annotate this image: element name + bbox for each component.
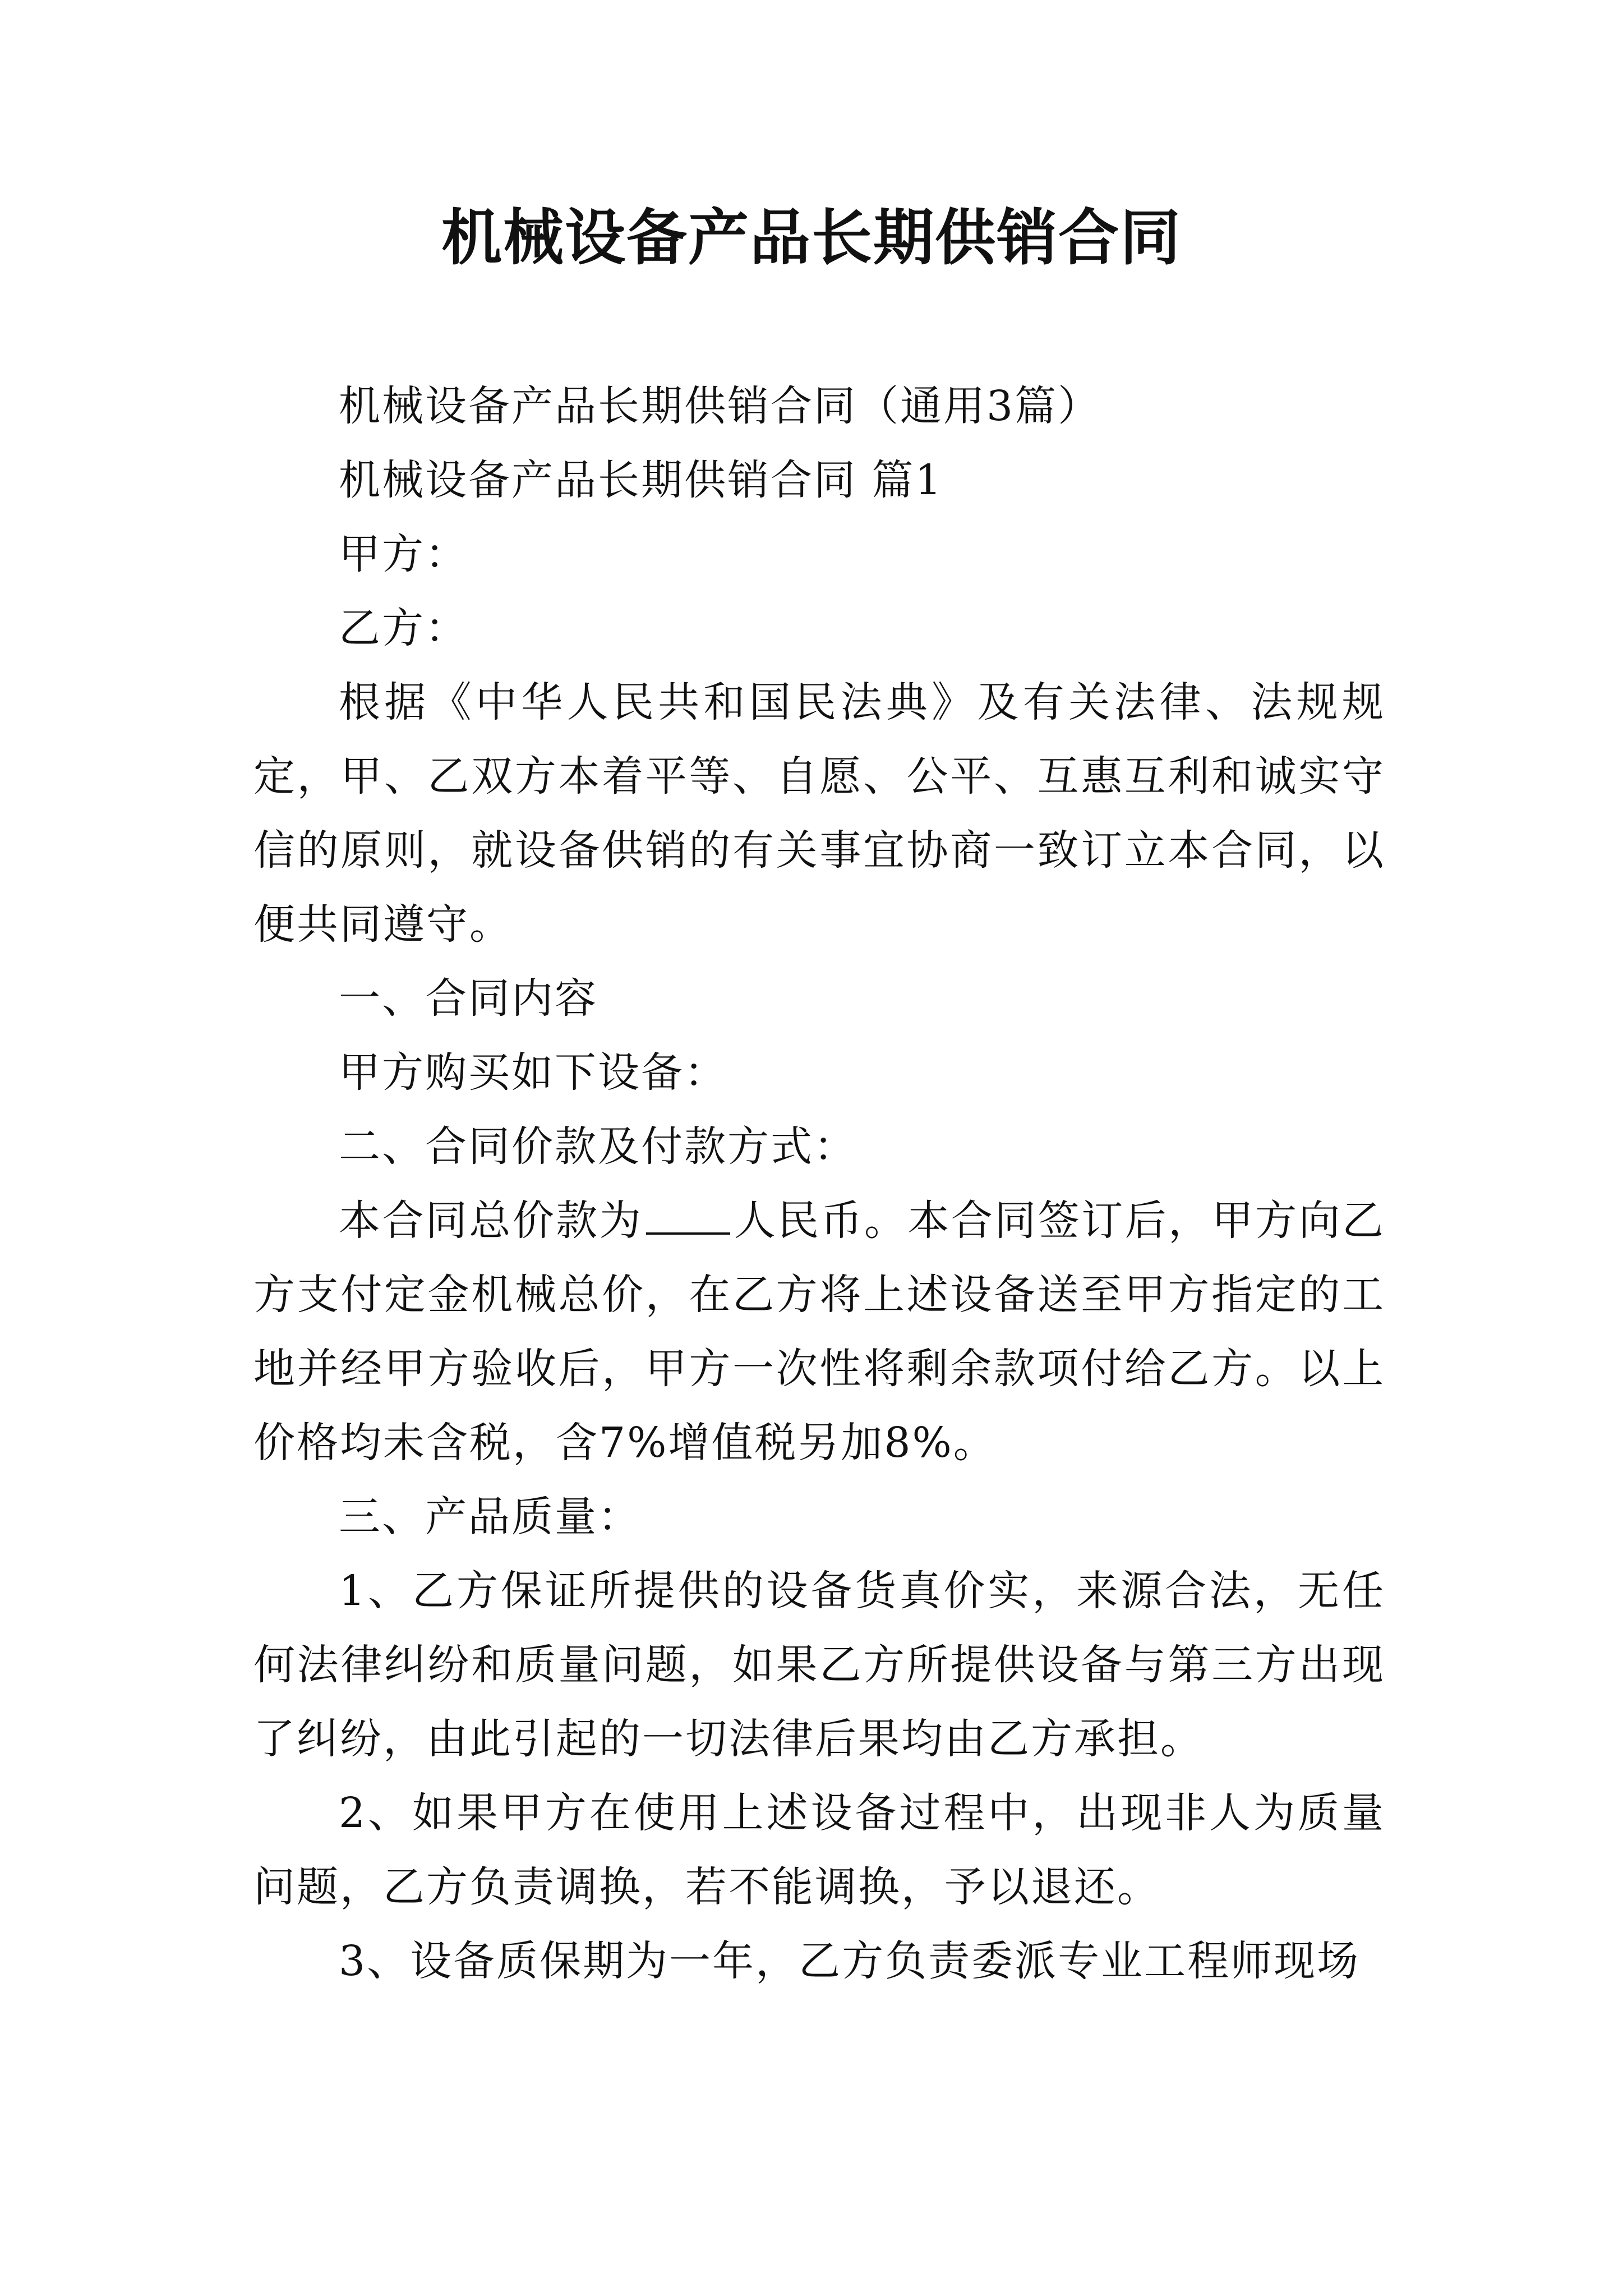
document-body: [253, 369, 1385, 1998]
paragraph-section-heading: 机械设备产品长期供销合同 篇1: [339, 456, 943, 504]
paragraph-quality-item-2: 2、如果甲方在使用上述设备过程中，出现非人为质量问题，乙方负责调换，若不能调换，予以退还。: [253, 1789, 1385, 1911]
paragraph-subtitle: 机械设备产品长期供销合同（通用3篇）: [339, 382, 1101, 430]
document-title: 机械设备产品长期供销合同: [441, 203, 1182, 273]
paragraph-quality-item-1: 1、乙方保证所提供的设备货真价实，来源合法，无任何法律纠纷和质量问题，如果乙方所提供设备与第三方出现了纠纷，由此引起的一切法律后果均由乙方承担。: [253, 1567, 1385, 1763]
paragraph-clause-3-heading: 三、产品质量：: [339, 1493, 641, 1541]
paragraph-equipment-list: 甲方购买如下设备：: [339, 1048, 727, 1097]
paragraph-clause-2-heading: 二、合同价款及付款方式：: [339, 1122, 857, 1171]
price-blank-line: [646, 1193, 730, 1235]
paragraph-price-clause: [253, 1184, 1385, 1480]
paragraph-clause-1-heading: 一、合同内容: [339, 974, 598, 1023]
paragraph-party-a: 甲方：: [339, 530, 468, 578]
price-clause-lead: 本合同总价款为: [339, 1197, 643, 1245]
price-clause-rest: 人民币。本合同签订后，甲方向乙方支付定金机械总价，在乙方将上述设备送至甲方指定的工地并经甲方验收后，甲方一次性将剩余款项付给乙方。以上价格均未含税，含7%增值税另加8%。: [253, 1197, 1386, 1467]
paragraph-party-b: 乙方：: [339, 604, 468, 652]
paragraph-quality-item-3: 3、设备质保期为一年，乙方负责委派专业工程师现场: [339, 1937, 1361, 1985]
paragraph-preamble: 根据《中华人民共和国民法典》及有关法律、法规规定，甲、乙双方本着平等、自愿、公平、互惠互利和诚实守信的原则，就设备供销的有关事宜协商一致订立本合同，以便共同遵守。: [253, 678, 1385, 949]
